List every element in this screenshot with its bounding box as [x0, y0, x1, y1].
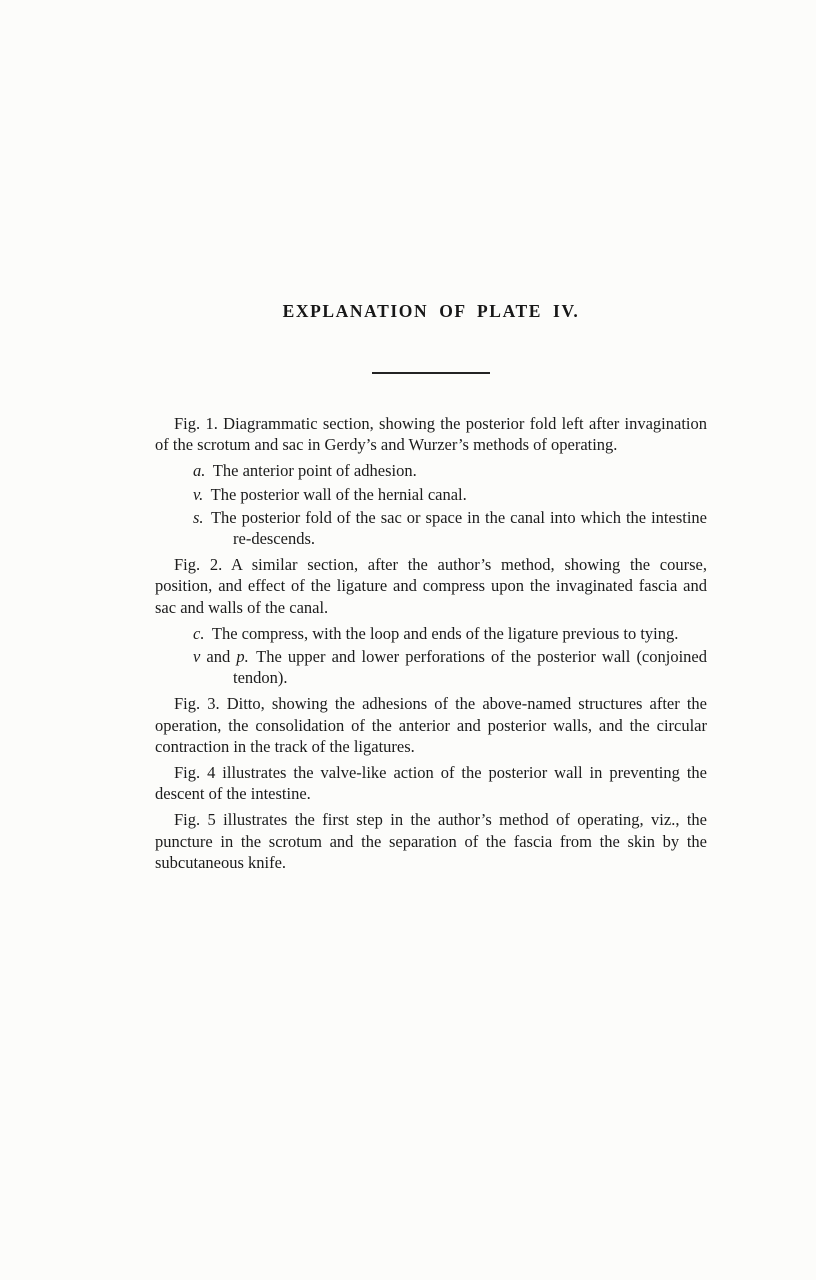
fig3-description: Fig. 3. Ditto, showing the adhesions of the above-named structures after the operation, the consolidation of the anterior and posterior walls, and the circular contraction in the track of the ligatures. — [155, 694, 707, 756]
fig2-item-c — [155, 623, 707, 644]
item-text: The posterior wall of the hernial canal. — [210, 484, 467, 504]
item-label — [193, 624, 204, 643]
fig2-description: Fig. 2. A similar section, after the author’s method, showing the course, position, and effect of the ligature and compress upon the invaginated fascia and sac and walls of the canal. — [155, 555, 707, 617]
item-label — [193, 647, 249, 666]
item-letter: a. — [193, 461, 206, 481]
title-divider — [372, 372, 490, 374]
page-content — [155, 301, 707, 878]
item-letter-v: v — [193, 647, 201, 667]
item-letter-p: p. — [236, 647, 249, 667]
item-text: The upper and lower perforations of the posterior wall (conjoined tendon). — [233, 647, 707, 688]
fig1-item-v — [155, 484, 707, 505]
item-letter: c. — [193, 623, 205, 643]
item-text: The posterior fold of the sac or space in the canal into which the intestine re-descends. — [210, 507, 707, 549]
item-text: The compress, with the loop and ends of the ligature previous to tying. — [211, 623, 679, 643]
item-label — [193, 508, 204, 527]
fig2-item-v-and-p — [155, 646, 707, 688]
fig1-item-a — [155, 460, 707, 481]
item-letter: s. — [193, 507, 204, 527]
item-label — [193, 461, 205, 480]
fig1-description: Fig. 1. Diagrammatic section, showing the posterior fold left after invagination of the scrotum and sac in Gerdy’s and Wurzer’s methods of operating. — [155, 414, 707, 455]
item-letter: v. — [193, 484, 204, 504]
item-label — [193, 485, 203, 504]
item-text: The anterior point of adhesion. — [212, 461, 417, 481]
item-label-conjunction: and — [200, 647, 237, 667]
fig5-description: Fig. 5 illustrates the first step in the author’s method of operating, viz., the puncture in the scrotum and the separation of the fascia from the skin by the subcutaneous knife. — [155, 810, 707, 872]
fig4-description: Fig. 4 illustrates the valve-like action of the posterior wall in preventing the descent of the intestine. — [155, 763, 707, 804]
fig1-item-s — [155, 507, 707, 549]
plate-title: EXPLANATION OF PLATE IV. — [282, 301, 580, 321]
